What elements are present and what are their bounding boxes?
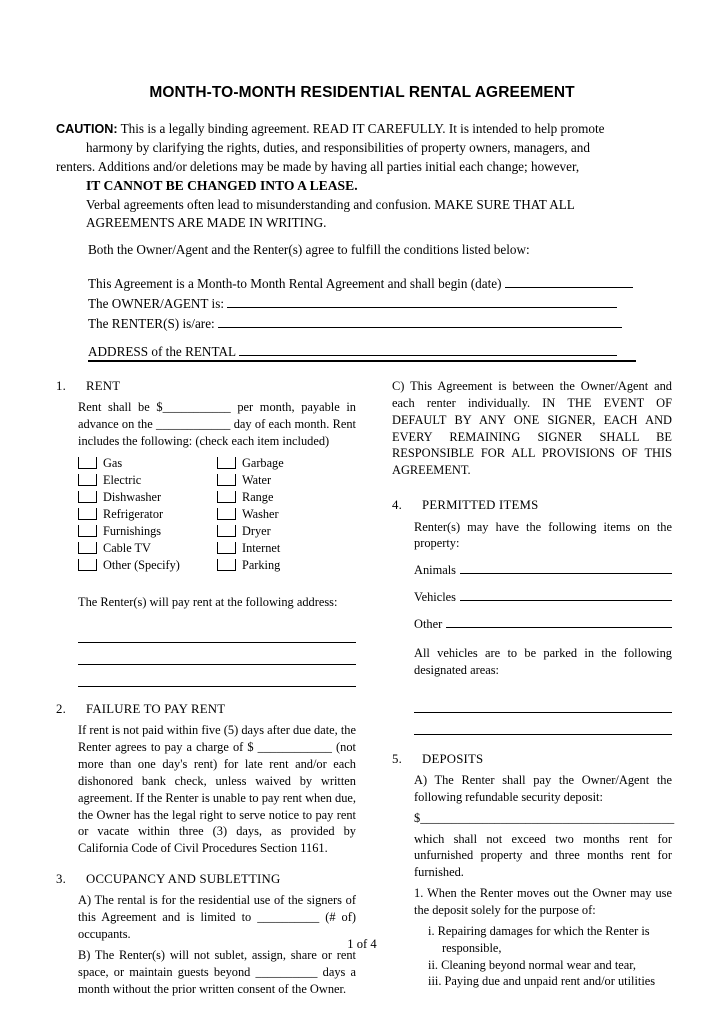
checkbox-label: Parking [242, 557, 281, 572]
checkbox-item[interactable] [78, 455, 217, 471]
checkbox-icon[interactable] [78, 491, 97, 503]
checkbox-icon[interactable] [78, 525, 97, 537]
section-rent-number: 1. [56, 379, 66, 393]
section-permitted-items [392, 497, 672, 734]
checkbox-label: Other (Specify) [103, 557, 180, 572]
section-occupancy-subletting [56, 871, 356, 998]
caution-emphasis: IT CANNOT BE CHANGED INTO A LEASE. [86, 178, 358, 194]
checkbox-icon[interactable] [217, 457, 236, 469]
checkbox-item[interactable] [217, 455, 356, 471]
checkbox-icon[interactable] [217, 508, 236, 520]
section-4-heading [392, 497, 672, 514]
rent-includes-checkbox-grid [56, 455, 356, 574]
section-deposits [392, 751, 675, 991]
caution-text-4: Verbal agreements often lead to misunderstanding and confusion. MAKE SURE THAT ALL [86, 196, 575, 212]
checkbox-item[interactable] [78, 472, 217, 488]
owner-agent-blank[interactable] [227, 296, 617, 308]
checkbox-icon[interactable] [78, 508, 97, 520]
address-blank[interactable] [239, 344, 617, 356]
caution-text-5: AGREEMENTS ARE MADE IN WRITING. [86, 215, 327, 231]
checkbox-item[interactable] [217, 557, 356, 573]
checkbox-item[interactable] [78, 523, 217, 539]
checkbox-item[interactable] [78, 506, 217, 522]
section-rent-heading [56, 378, 356, 395]
checkbox-label: Dryer [242, 523, 271, 538]
section-5-heading [392, 751, 672, 768]
deposit-sub-item: i. Repairing damages for which the Renter is [428, 923, 650, 938]
checkbox-item[interactable] [217, 506, 356, 522]
blank-line[interactable] [414, 691, 672, 713]
section-4-body [392, 519, 672, 553]
animals-blank[interactable] [460, 563, 672, 575]
section-signers-clause [392, 378, 672, 479]
caution-label: CAUTION: [56, 122, 118, 136]
address-label: ADDRESS of the RENTAL [88, 344, 236, 360]
deposit-sub-item-cont: responsible, [442, 940, 502, 955]
section-4-title: PERMITTED ITEMS [422, 498, 539, 513]
checkbox-icon[interactable] [217, 525, 236, 537]
section-2-heading [56, 701, 356, 718]
parking-blank-lines [392, 691, 672, 735]
section-5-title: DEPOSITS [422, 751, 484, 766]
checkbox-item[interactable] [217, 540, 356, 556]
vehicles-blank[interactable] [460, 590, 672, 602]
checkbox-icon[interactable] [78, 457, 97, 469]
renters-field [88, 316, 636, 332]
checkbox-icon[interactable] [217, 542, 236, 554]
section-4-paragraph: Renter(s) may have the following items on the property: [414, 519, 672, 551]
checkbox-icon[interactable] [217, 491, 236, 503]
rent-address-text: The Renter(s) will pay rent at the following address: [78, 594, 338, 609]
checkbox-icon[interactable] [217, 559, 236, 571]
deposit-sub-item: ii. Cleaning beyond normal wear and tear, [428, 957, 637, 972]
section-rent-title: RENT [86, 379, 121, 393]
checkbox-label: Refrigerator [103, 506, 164, 521]
right-column [392, 378, 675, 1002]
rent-address-note [56, 594, 356, 611]
checkbox-item[interactable] [78, 489, 217, 505]
checkbox-icon[interactable] [217, 474, 236, 486]
blank-line[interactable] [78, 665, 356, 687]
deposit-paragraph-a: A) The Renter shall pay the Owner/Agent the following refundable security deposit: [414, 772, 672, 804]
section-3-heading [56, 871, 356, 888]
deposit-use-text: 1. When the Renter moves out the Owner may use the deposit solely for the purpose of: [414, 886, 672, 917]
other-field [414, 616, 672, 633]
page-title: MONTH-TO-MONTH RESIDENTIAL RENTAL AGREEMENT [149, 84, 575, 101]
section-5-body [392, 772, 675, 990]
left-column [56, 378, 356, 1010]
rent-address-blank-lines [56, 621, 356, 687]
owner-agent-field [88, 296, 636, 312]
section-c-body [392, 378, 672, 479]
caution-block [56, 120, 636, 233]
renters-blank[interactable] [218, 316, 622, 328]
checkbox-item[interactable] [78, 540, 217, 556]
checkbox-icon[interactable] [78, 474, 97, 486]
checkbox-label: Garbage [242, 455, 284, 470]
other-label: Other [414, 616, 443, 631]
permitted-items-fields [392, 562, 672, 633]
renters-label: The RENTER(S) is/are: [88, 316, 215, 332]
checkbox-item[interactable] [217, 489, 356, 505]
section-3-paragraph-b: B) The Renter(s) will not sublet, assign, share or rent space, or maintain guests beyond __________ days a month without the prior written consent of the Owner. [78, 948, 356, 996]
intro-line: Both the Owner/Agent and the Renter(s) agree to fulfill the conditions listed below: [88, 242, 530, 257]
section-3-number: 3. [56, 872, 66, 887]
parking-note [392, 645, 672, 679]
page-footer: 1 of 4 [347, 937, 377, 951]
caution-text-2: harmony by clarifying the rights, duties, and responsibilities of property owners, managers, and [86, 139, 590, 155]
animals-field [414, 562, 672, 579]
vehicles-field [414, 589, 672, 606]
address-underline [88, 358, 636, 362]
section-2-paragraph: If rent is not paid within five (5) days after due date, the Renter agrees to pay a charge of $ ____________ (not more than one day's rent) for late rent and/or each dishonored bank check, unless waived by written agreement. If the Renter is unable to pay rent when due, the Owner has the legal right to serve notice to pay rent or vacate within three (3) days, as provided by California Code of Civil Procedures Section 1161. [78, 723, 356, 856]
checkbox-item[interactable] [78, 557, 217, 573]
blank-line[interactable] [78, 643, 356, 665]
checkbox-column-2 [217, 455, 356, 574]
caution-text-3: renters. Additions and/or deletions may be made by having all parties initial each change; however, [56, 158, 580, 174]
checkbox-icon[interactable] [78, 559, 97, 571]
checkbox-label: Water [242, 472, 272, 487]
checkbox-column-1 [78, 455, 217, 574]
animals-label: Animals [414, 563, 456, 578]
checkbox-label: Washer [242, 506, 279, 521]
section-c-paragraph: C) This Agreement is between the Owner/Agent and each renter individually. IN THE EVENT OF DEFAULT BY ANY ONE SIGNER, EACH AND EVERY REMAINING SIGNER SHALL BE RESPONSIBLE FOR ALL PROVISIONS OF THIS AGREEMENT. [392, 379, 672, 478]
blank-line[interactable] [78, 621, 356, 643]
deposit-sub-list [414, 923, 672, 990]
section-2-number: 2. [56, 701, 66, 716]
parking-text: All vehicles are to be parked in the following designated areas: [414, 645, 672, 677]
checkbox-label: Furnishings [103, 523, 162, 538]
checkbox-icon[interactable] [78, 542, 97, 554]
section-2-body [56, 722, 356, 857]
checkbox-item[interactable] [217, 472, 356, 488]
section-rent-body [56, 399, 356, 450]
checkbox-label: Cable TV [103, 540, 151, 555]
blank-line[interactable] [414, 713, 672, 735]
section-rent-paragraph: Rent shall be $___________ per month, payable in advance on the ____________ day of each month. Rent includes the following: (check each item included) [78, 400, 356, 449]
begin-date-label: This Agreement is a Month-to Month Rental Agreement and shall begin (date) [88, 276, 502, 292]
caution-text-1: This is a legally binding agreement. READ IT CAREFULLY. It is intended to help promote [117, 121, 605, 136]
checkbox-label: Gas [103, 455, 123, 470]
checkbox-label: Electric [103, 472, 142, 487]
begin-date-blank[interactable] [505, 276, 633, 288]
checkbox-item[interactable] [217, 523, 356, 539]
section-rent [56, 378, 356, 687]
section-failure-to-pay-rent [56, 701, 356, 857]
other-blank[interactable] [446, 616, 672, 628]
checkbox-label: Dishwasher [103, 489, 162, 504]
vehicles-label: Vehicles [414, 590, 456, 605]
checkbox-label: Internet [242, 540, 281, 555]
section-2-title: FAILURE TO PAY RENT [86, 701, 226, 716]
deposit-sub-item: iii. Paying due and unpaid rent and/or utilities [428, 974, 656, 989]
deposit-amount-blank[interactable]: $_________________________________________ [414, 810, 675, 825]
section-3-paragraph-a: A) The rental is for the residential use of the signers of this Agreement and is limited to __________ (# of) occupants. [78, 893, 356, 942]
section-5-number: 5. [392, 751, 402, 766]
begin-date-field [88, 276, 636, 292]
section-3-title: OCCUPANCY AND SUBLETTING [86, 872, 281, 887]
owner-agent-label: The OWNER/AGENT is: [88, 296, 225, 312]
checkbox-label: Range [242, 489, 274, 504]
deposit-limit-text: which shall not exceed two months rent for unfurnished property and three months rent for furnished. [414, 831, 672, 880]
section-4-number: 4. [392, 498, 402, 513]
